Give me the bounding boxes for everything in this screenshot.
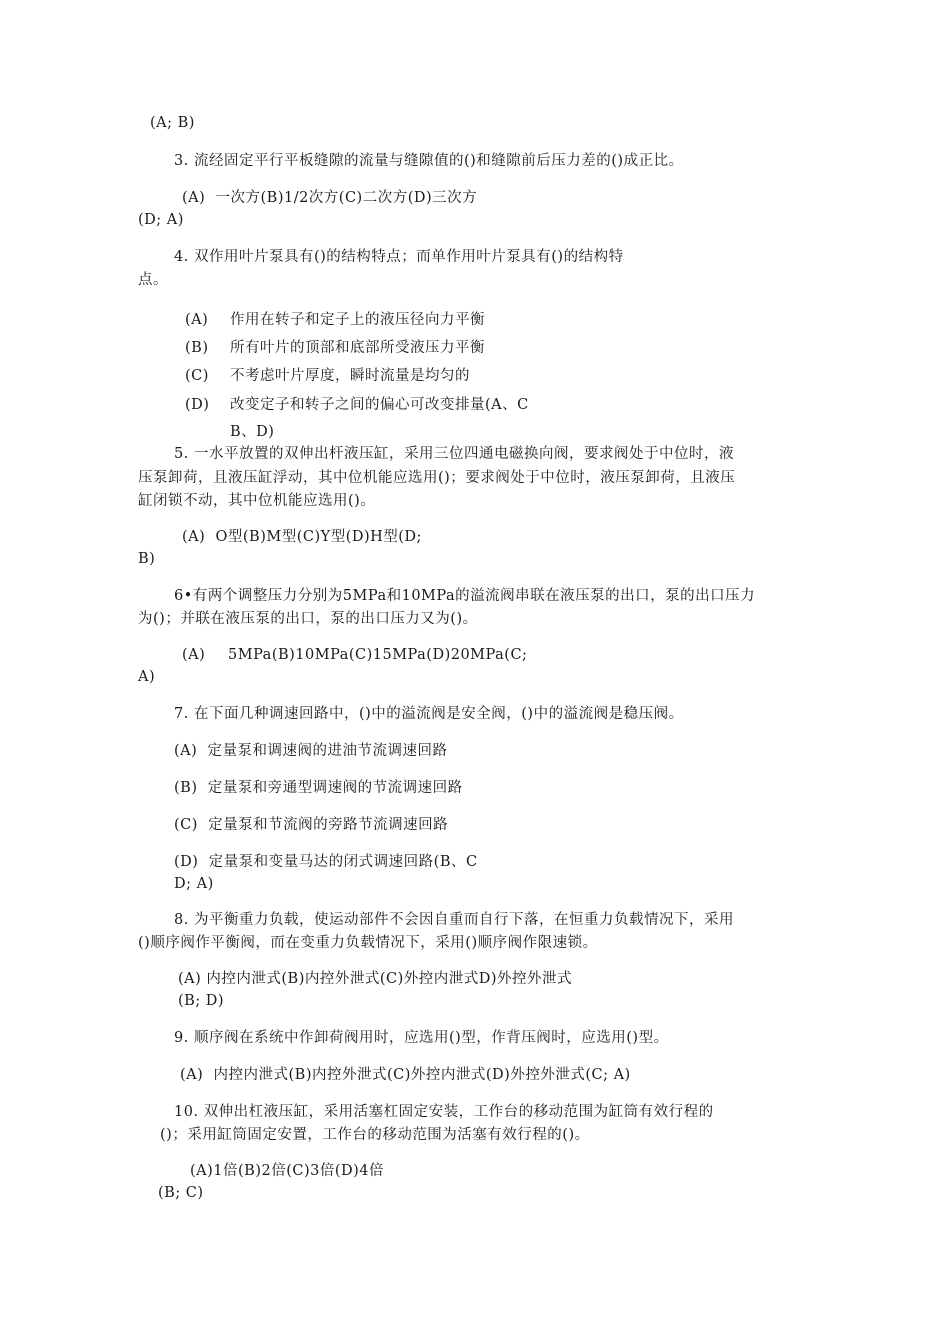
option-d-q7: (D) 定量泵和变量马达的闭式调速回路(B、C bbox=[174, 854, 478, 870]
answer-q8: (B; D) bbox=[178, 993, 225, 1009]
options-q8: (A) 内控内泄式(B)内控外泄式(C)外控内泄式D)外控外泄式 bbox=[178, 971, 573, 987]
answer-q3: (D; A) bbox=[138, 212, 184, 228]
question-9: 9. 顺序阀在系统中作卸荷阀用时，应选用()型，作背压阀时，应选用()型。 bbox=[174, 1030, 669, 1046]
options-q10: (A)1倍(B)2倍(C)3倍(D)4倍 bbox=[190, 1163, 385, 1179]
answer-q7: D; A) bbox=[174, 876, 214, 892]
option-a-label: (A) bbox=[185, 312, 209, 328]
question-6-line1: 6•有两个调整压力分别为5MPa和10MPa的溢流阀串联在液压泵的出口，泵的出口压力 bbox=[174, 588, 756, 604]
option-a-text: 作用在转子和定子上的液压径向力平衡 bbox=[230, 312, 485, 328]
answer-q6: A) bbox=[138, 669, 156, 685]
question-8-line2: ()顺序阀作平衡阀，而在变重力负载情况下，采用()顺序阀作限速锁。 bbox=[138, 935, 598, 951]
option-b-text: 所有叶片的顶部和底部所受液压力平衡 bbox=[230, 340, 485, 356]
option-d-label: (D) bbox=[185, 397, 210, 413]
question-7: 7. 在下面几种调速回路中，()中的溢流阀是安全阀，()中的溢流阀是稳压阀。 bbox=[174, 706, 684, 722]
question-5-line2: 压泵卸荷，且液压缸浮动，其中位机能应选用()；要求阀处于中位时，液压泵卸荷，且液压 bbox=[138, 470, 736, 486]
options-q3: (A) 一次方(B)1/2次方(C)二次方(D)三次方 bbox=[182, 190, 478, 206]
question-10-line2: ()；采用缸筒固定安置，工作台的移动范围为活塞有效行程的()。 bbox=[160, 1127, 590, 1143]
answer-q10: (B; C) bbox=[158, 1185, 204, 1201]
question-8-line1: 8. 为平衡重力负载，使运动部件不会因自重而自行下落，在恒重力负载情况下，采用 bbox=[174, 912, 734, 928]
option-c-q7: (C) 定量泵和节流阀的旁路节流调速回路 bbox=[174, 817, 449, 833]
option-a-q7: (A) 定量泵和调速阀的进油节流调速回路 bbox=[174, 743, 448, 759]
option-c-label: (C) bbox=[185, 368, 209, 384]
option-b-label: (B) bbox=[185, 340, 209, 356]
options-q5: (A) O型(B)M型(C)Y型(D)H型(D; bbox=[182, 529, 422, 545]
option-b-q7: (B) 定量泵和旁通型调速阀的节流调速回路 bbox=[174, 780, 463, 796]
option-d-text: 改变定子和转子之间的偏心可改变排量(A、C bbox=[230, 397, 529, 413]
answer-q2: (A; B) bbox=[150, 115, 195, 131]
answer-q4: B、D) bbox=[230, 424, 275, 440]
question-5-line1: 5. 一水平放置的双伸出杆液压缸，采用三位四通电磁换向阀，要求阀处于中位时，液 bbox=[174, 446, 734, 462]
question-4-line2: 点。 bbox=[138, 272, 168, 288]
option-c-text: 不考虑叶片厚度，瞬时流量是均匀的 bbox=[230, 368, 470, 384]
question-4-line1: 4. 双作用叶片泵具有()的结构特点；而单作用叶片泵具有()的结构特 bbox=[174, 249, 624, 265]
question-6-line2: 为()；并联在液压泵的出口，泵的出口压力又为()。 bbox=[138, 611, 478, 627]
question-10-line1: 10. 双伸出杠液压缸，采用活塞杠固定安装，工作台的移动范围为缸筒有效行程的 bbox=[174, 1104, 714, 1120]
options-q9: (A) 内控内泄式(B)内控外泄式(C)外控内泄式(D)外控外泄式(C; A) bbox=[180, 1067, 631, 1083]
options-q6: 5MPa(B)10MPa(C)15MPa(D)20MPa(C; bbox=[228, 647, 528, 663]
answer-q5: B) bbox=[138, 551, 156, 567]
option-a-label-q6: (A) bbox=[182, 647, 206, 663]
question-3: 3. 流经固定平行平板缝隙的流量与缝隙值的()和缝隙前后压力差的()成正比。 bbox=[174, 153, 684, 169]
question-5-line3: 缸闭锁不动，其中位机能应选用()。 bbox=[138, 493, 376, 509]
